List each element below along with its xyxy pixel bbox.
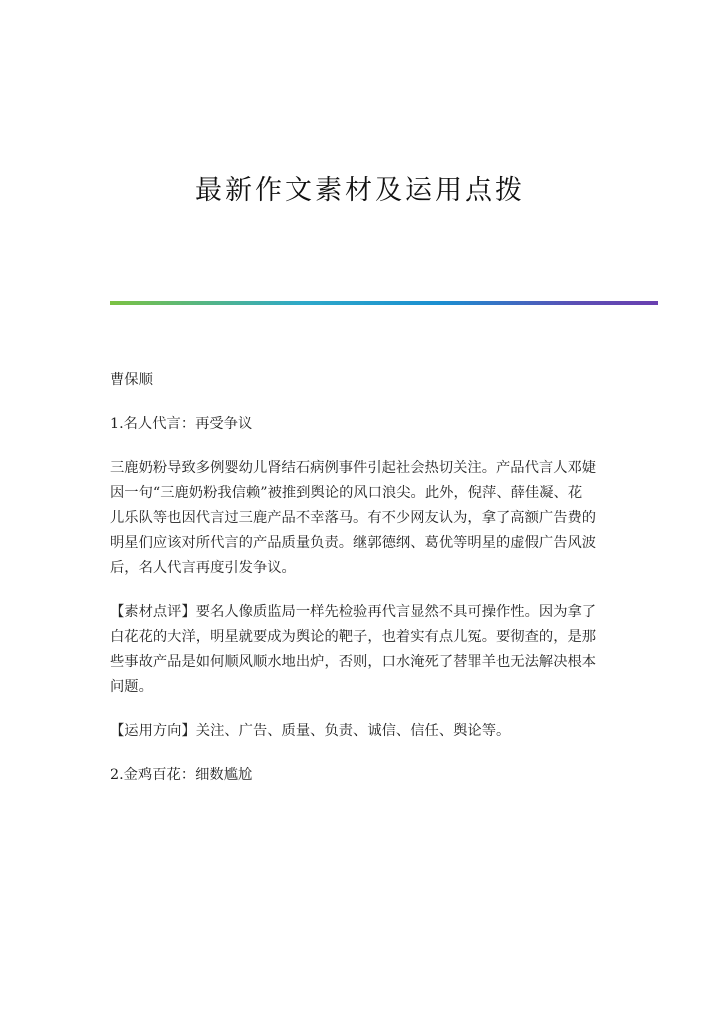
body-line: 明星们应该对所代言的产品质量负责。继郭德纲、葛优等明星的虚假广告风波 — [110, 535, 597, 551]
comment-line: 【素材点评】要名人像质监局一样先检验再代言显然不具可操作性。因为拿了 — [110, 604, 597, 620]
page-title: 最新作文素材及运用点拨 — [195, 175, 525, 206]
body-line: 儿乐队等也因代言过三鹿产品不幸落马。有不少网友认为，拿了高额广告费的 — [110, 510, 597, 526]
body-line: 因一句“三鹿奶粉我信赖”被推到舆论的风口浪尖。此外，倪萍、薛佳凝、花 — [110, 485, 583, 501]
comment-line: 白花花的大洋，明星就要成为舆论的靶子，也着实有点儿冤。要彻查的，是那 — [110, 629, 597, 645]
comment-line: 问题。 — [110, 679, 153, 695]
comment-line: 些事故产品是如何顺风顺水地出炉，否则，口水淹死了替罪羊也无法解决根本 — [110, 654, 597, 670]
article-body — [110, 368, 610, 807]
section-heading-2: 2.金鸡百花：细数尴尬 — [110, 767, 253, 783]
section-1-body — [110, 456, 610, 581]
material-comment — [110, 600, 610, 700]
body-line: 三鹿奶粉导致多例婴幼儿肾结石病例事件引起社会热切关注。产品代言人邓婕 — [110, 460, 597, 476]
title-divider — [110, 301, 658, 305]
section-heading-1: 1.名人代言：再受争议 — [110, 416, 253, 432]
author-name: 曹保顺 — [110, 372, 153, 388]
body-line: 后，名人代言再度引发争议。 — [110, 560, 296, 576]
usage-direction: 【运用方向】关注、广告、质量、负责、诚信、信任、舆论等。 — [110, 723, 511, 739]
